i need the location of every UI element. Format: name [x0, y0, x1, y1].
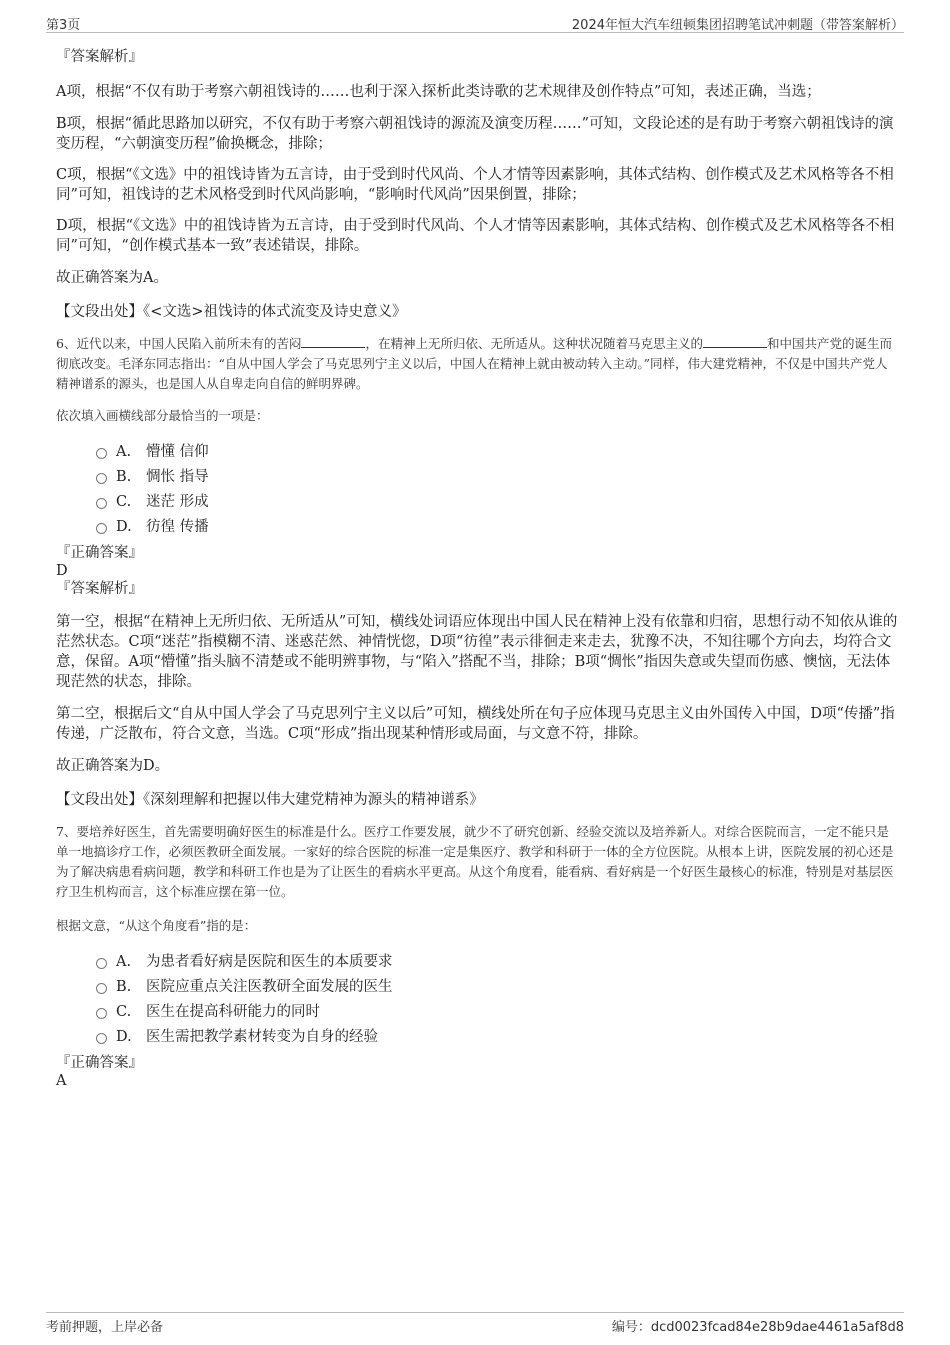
question-stem: 6、近代以来，中国人民陷入前所未有的苦闷 ，在精神上无所归依、无所适从。这种状况随着马克思主义的 和中国共产党的诞生而彻底改变。毛泽东同志指出：“自从中国人学会了马克思列宁主义以后，中国人在精神上就由被动转入主动。”同样，伟大建党精神，不仅是中国共产党人精神谱系的源头，也是国人从自卑走向自信的鲜明界碑。 [56, 336, 892, 391]
option-list [56, 440, 898, 540]
analysis-paragraph: A项，根据“不仅有助于考察六朝祖饯诗的……也利于深入探析此类诗歌的艺术规律及创作特点”可知，表述正确，当选； [56, 84, 821, 100]
analysis-paragraph: C项，根据“《文选》中的祖饯诗皆为五言诗，由于受到时代风尚、个人才情等因素影响，其体式结构、创作模式及艺术风格等各不相同”可知，祖饯诗的艺术风格受到时代风尚影响，“影响时代风尚”因果倒置，排除； [56, 167, 894, 203]
option-d[interactable]: D. 彷徨 传播 [56, 515, 898, 540]
radio-icon[interactable] [96, 498, 107, 509]
radio-icon[interactable] [96, 1008, 107, 1019]
question-stem: 7、要培养好医生，首先需要明确好医生的标准是什么。医疗工作要发展，就少不了研究创新、经验交流以及培养新人。对综合医院而言，一定不能只是单一地搞诊疗工作，必须医教研全面发展。一家好的综合医院的标准一定是集医疗、教学和科研于一体的全方位医院。从根本上讲，医院发展的初心还是为了解决病患看病问题，教学和科研工作也是为了让医生的看病水平更高。从这个角度看，能看病、看好病是一个好医生最核心的标准，特别是对基层医疗卫生机构而言，这个标准应摆在第一位。 [56, 824, 894, 899]
radio-icon[interactable] [96, 1033, 107, 1044]
correct-answer-label: 『正确答案』 [56, 1055, 143, 1071]
source-citation: 【文段出处】《<文选>祖饯诗的体式流变及诗史意义》 [56, 304, 407, 320]
radio-icon[interactable] [96, 958, 107, 969]
option-b[interactable]: B. 惆怅 指导 [56, 465, 898, 490]
option-d[interactable]: D. 医生需把教学素材转变为自身的经验 [56, 1025, 898, 1050]
option-c[interactable]: C. 医生在提高科研能力的同时 [56, 1000, 898, 1025]
radio-icon[interactable] [96, 448, 107, 459]
page-content [56, 40, 898, 1090]
answer-conclusion: 故正确答案为A。 [56, 270, 168, 286]
answer-conclusion: 故正确答案为D。 [56, 758, 170, 774]
correct-answer: A [56, 1073, 67, 1089]
analysis-paragraph: 第二空，根据后文“自从中国人学会了马克思列宁主义以后”可知，横线处所在句子应体现马克思主义由外国传入中国，D项“传播”指传递，广泛散布，符合文意，当选。C项“形成”指出现某种情形或局面，与文意不符，排除。 [56, 706, 895, 742]
footer-slogan: 考前押题，上岸必备 [46, 1320, 164, 1335]
page-number: 第3页 [46, 18, 81, 33]
correct-answer-label: 『正确答案』 [56, 545, 143, 561]
analysis-paragraph: 第一空，根据“在精神上无所归依、无所适从”可知，横线处词语应体现出中国人民在精神上没有依靠和归宿，思想行动不知依从谁的茫然状态。C项“迷茫”指模糊不清、迷惑茫然、神情恍惚，D项“彷徨”表示徘徊走来走去，犹豫不决，不知往哪个方向去，均符合文意，保留。A项“懵懂”指头脑不清楚或不能明辨事物，与“陷入”搭配不当，排除；B项“惆怅”指因失意或失望而伤感、懊恼，无法体现茫然的状态，排除。 [56, 614, 898, 690]
correct-answer: D [56, 563, 68, 579]
blank-line [301, 334, 365, 348]
analysis-label: 『答案解析』 [56, 581, 143, 597]
option-a[interactable]: A. 为患者看好病是医院和医生的本质要求 [56, 950, 898, 975]
page-footer [46, 1312, 904, 1335]
option-list [56, 950, 898, 1050]
option-a[interactable]: A. 懵懂 信仰 [56, 440, 898, 465]
page-header [46, 12, 904, 33]
analysis-paragraph: B项，根据“循此思路加以研究，不仅有助于考察六朝祖饯诗的源流及演变历程……”可知，文段论述的是有助于考察六朝祖饯诗的演变历程，“六朝演变历程”偷换概念，排除； [56, 116, 894, 152]
analysis-paragraph: D项，根据“《文选》中的祖饯诗皆为五言诗，由于受到时代风尚、个人才情等因素影响，其体式结构、创作模式及艺术风格等各不相同”可知，“创作模式基本一致”表述错误，排除。 [56, 218, 895, 254]
document-title: 2024年恒大汽车纽顿集团招聘笔试冲刺题（带答案解析） [571, 18, 904, 33]
option-c[interactable]: C. 迷茫 形成 [56, 490, 898, 515]
option-b[interactable]: B. 医院应重点关注医教研全面发展的医生 [56, 975, 898, 1000]
radio-icon[interactable] [96, 473, 107, 484]
question-prompt: 根据文意，“从这个角度看”指的是： [56, 918, 257, 933]
analysis-label: 『答案解析』 [56, 49, 143, 65]
radio-icon[interactable] [96, 523, 107, 534]
source-citation: 【文段出处】《深刻理解和把握以伟大建党精神为源头的精神谱系》 [56, 792, 484, 808]
radio-icon[interactable] [96, 983, 107, 994]
blank-line [703, 334, 767, 348]
question-prompt: 依次填入画横线部分最恰当的一项是： [56, 408, 269, 423]
document-id: 编号：dcd0023fcad84e28b9dae4461a5af8d8 [611, 1320, 904, 1335]
